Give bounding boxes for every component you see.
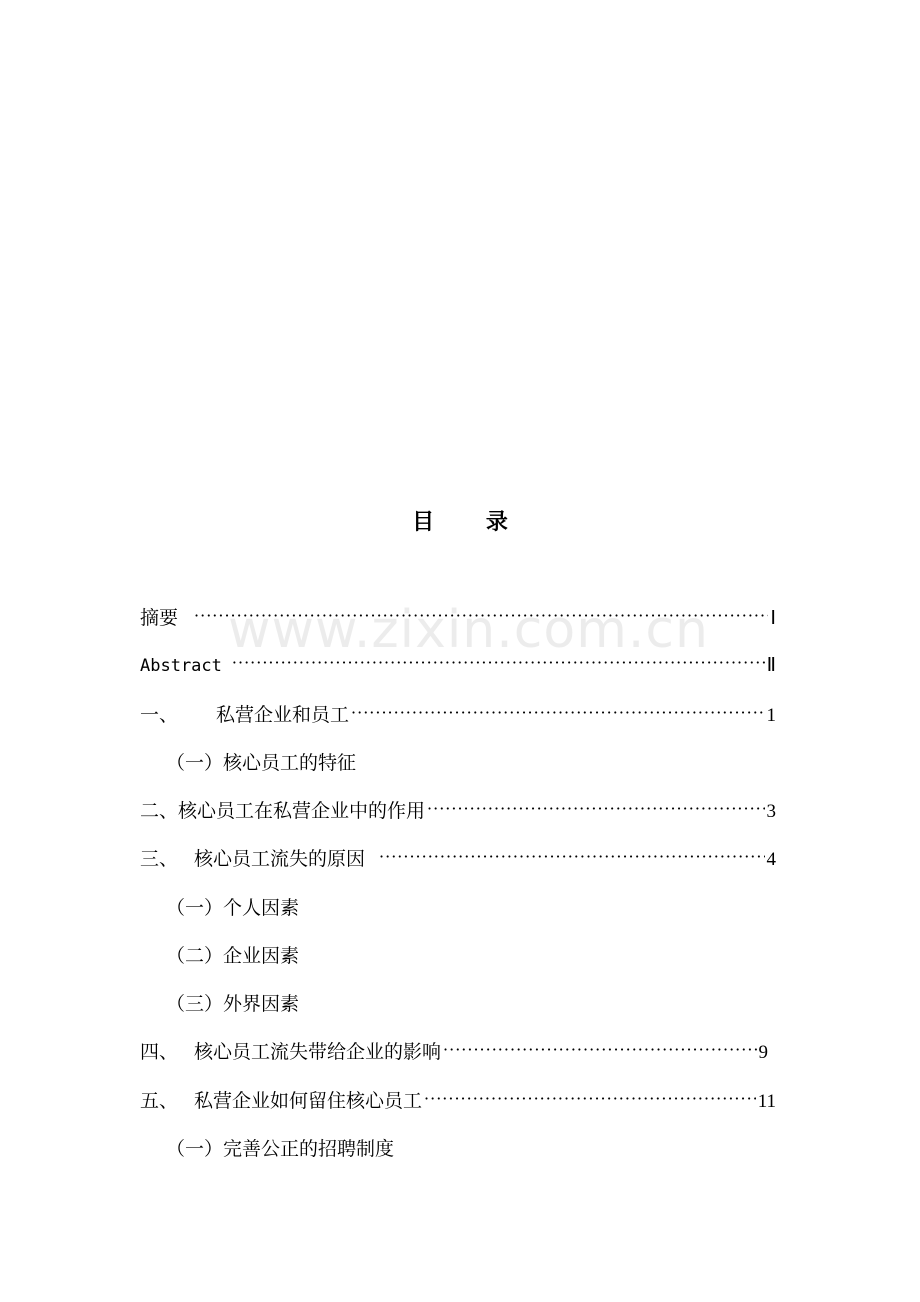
toc-entry-label: Abstract: [140, 656, 222, 676]
toc-entry-number: 四、: [140, 1041, 179, 1063]
toc-entry-abstract-cn[interactable]: [140, 604, 776, 632]
toc-entry-page: Ⅱ: [766, 655, 776, 676]
toc-entry-section-5[interactable]: [140, 1087, 776, 1115]
toc-entry-page: 9: [758, 1042, 768, 1063]
toc-title: 目 录: [412, 510, 530, 535]
toc-leader: [424, 1085, 756, 1113]
toc-entry-abstract-en[interactable]: [140, 652, 776, 680]
toc-entry-page: 3: [766, 801, 776, 822]
toc-entry-number: 五、: [140, 1090, 179, 1112]
toc-entry-section-5-1[interactable]: [166, 1135, 776, 1163]
toc-entry-label: 私营企业如何留住核心员工: [194, 1090, 423, 1112]
toc-entry-number: （三）: [166, 993, 224, 1015]
toc-entry-page: 1: [766, 705, 776, 726]
toc-entry-label: 摘要: [140, 607, 179, 629]
toc-entry-section-3-2[interactable]: [166, 942, 776, 970]
toc-entry-label: 外界因素: [223, 993, 300, 1015]
toc-entry-section-3[interactable]: [140, 845, 776, 873]
toc-entry-label: 核心员工的特征: [223, 752, 357, 774]
toc-entry-section-4[interactable]: [140, 1038, 768, 1066]
toc-entry-label: 核心员工流失带给企业的影响: [194, 1041, 442, 1063]
toc-entry-number: 三、: [140, 848, 179, 870]
toc-entry-number: （一）: [166, 1138, 224, 1160]
toc-entry-number: （一）: [166, 752, 224, 774]
toc-entry-number: 一、: [140, 704, 179, 726]
toc-entry-page: Ⅰ: [770, 608, 776, 629]
toc-entry-page: 11: [757, 1091, 776, 1112]
toc-entry-section-1-1[interactable]: [166, 749, 776, 777]
toc-entry-number: 二、: [140, 800, 179, 822]
watermark: www.zixin.com.cn: [228, 600, 709, 660]
toc-entry-section-3-3[interactable]: [166, 990, 776, 1018]
toc-leader: [379, 843, 764, 871]
toc-entry-label: 核心员工流失的原因: [194, 848, 366, 870]
toc-entry-section-1[interactable]: [140, 701, 776, 729]
toc-leader: [351, 699, 764, 727]
toc-entry-page: 4: [766, 849, 776, 870]
toc-entry-label: 私营企业和员工: [216, 704, 350, 726]
toc-leader: [443, 1036, 756, 1064]
toc-leader: [232, 649, 765, 677]
toc-entry-number: （二）: [166, 945, 224, 967]
toc-entry-label: 个人因素: [223, 897, 300, 919]
toc-leader: [194, 602, 768, 630]
toc-entry-number: （一）: [166, 897, 224, 919]
toc-entry-section-2[interactable]: [140, 797, 776, 825]
toc-entry-label: 完善公正的招聘制度: [223, 1138, 395, 1160]
toc-entry-label: 企业因素: [223, 945, 300, 967]
toc-leader: [427, 795, 764, 823]
toc-entry-section-3-1[interactable]: [166, 894, 776, 922]
toc-entry-label: 核心员工在私营企业中的作用: [178, 800, 426, 822]
